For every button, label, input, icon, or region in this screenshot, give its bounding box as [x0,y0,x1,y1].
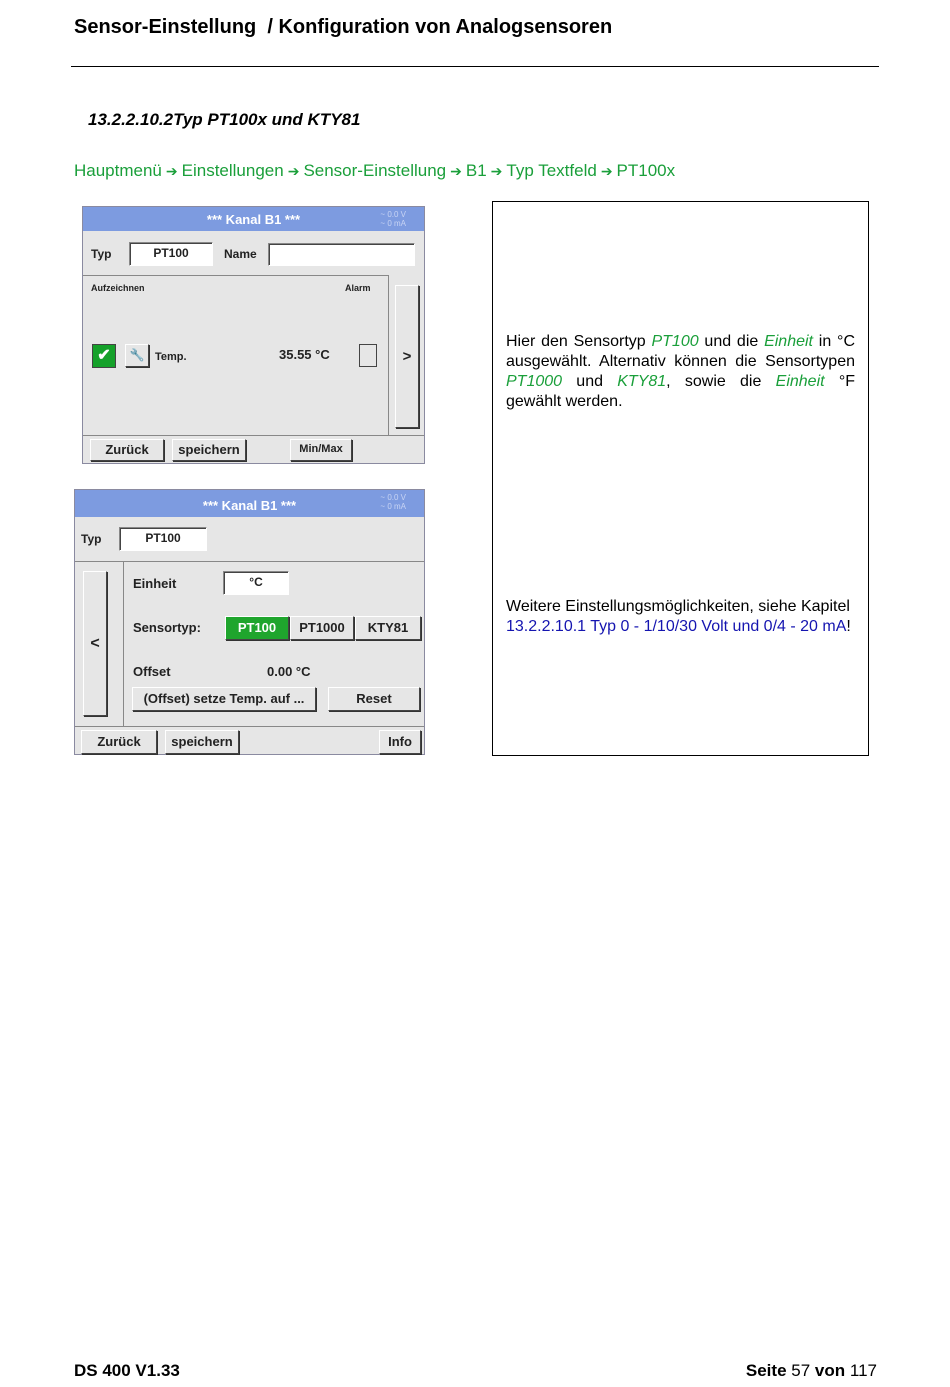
info-button[interactable]: Info [379,730,421,754]
offset-label: Offset [133,664,171,679]
arrow-right-icon: ➔ [490,163,503,179]
zurueck-button[interactable]: Zurück [90,439,164,461]
current-status: ~ 0 mA [380,219,406,228]
divider [75,561,424,562]
sensortyp-pt100-button[interactable]: PT100 [225,616,289,640]
page-total: 117 [849,1361,877,1380]
section-title: 13.2.2.10.2Typ PT100x und KTY81 [88,110,361,129]
arrow-right-icon: ➔ [450,163,462,179]
explanation-further-settings [506,597,855,637]
breadcrumb-item: Hauptmenü [74,161,162,180]
explanation-box [492,201,869,756]
text: und die [698,333,765,350]
divider [83,275,388,276]
sensortyp-kty81-button[interactable]: KTY81 [355,616,421,640]
reset-button[interactable]: Reset [328,687,420,711]
sensortyp-pt100-ref: PT100 [651,333,699,350]
sensortyp-pt1000-ref: PT1000 [506,373,563,390]
header-divider [71,66,879,67]
arrow-right-icon: ➔ [287,163,300,179]
alarm-label: Alarm [345,283,371,293]
of-label: von [814,1361,846,1380]
voltage-status: ~ 0.0 V [380,493,406,502]
divider [75,726,424,727]
offset-set-temp-button[interactable]: (Offset) setze Temp. auf ... [132,687,316,711]
wrench-icon[interactable]: 🔧 [125,344,149,367]
page-label: Seite [745,1361,787,1380]
zurueck-button[interactable]: Zurück [81,730,157,754]
einheit-ref: Einheit [764,333,813,350]
page-header-title: Sensor-Einstellung / Konfiguration von Analogsensoren [74,16,613,38]
typ-label: Typ [81,532,102,546]
arrow-right-icon: ➔ [165,163,178,179]
divider [388,275,389,435]
page-current: 57 [791,1361,811,1380]
einheit-field[interactable]: °C [223,571,289,595]
record-checkbox[interactable]: ✔ [92,344,116,368]
text: und [562,373,618,390]
footer-document-version: DS 400 V1.33 [74,1361,180,1380]
speichern-button[interactable]: speichern [172,439,246,461]
text: °F gewählt werden. [506,373,855,410]
breadcrumb-item: B1 [465,161,487,180]
einheit-ref: Einheit [775,373,825,390]
device-screen-channel-overview [82,206,425,464]
back-page-button[interactable]: < [83,571,107,716]
breadcrumb-item: Typ Textfeld [506,161,597,180]
name-label: Name [224,247,257,261]
text: ! [846,618,851,635]
device-screen-sensor-type [74,489,425,755]
einheit-label: Einheit [133,576,177,591]
offset-value: 0.00 °C [267,664,311,679]
screen-title: *** Kanal B1 *** [206,212,301,227]
text: Weitere Einstellungsmöglichkeiten, siehe Kapitel [506,598,850,615]
breadcrumb-item: PT100x [616,161,676,180]
arrow-right-icon: ➔ [600,163,613,179]
breadcrumb-item: Sensor-Einstellung [303,161,447,180]
chapter-link[interactable]: 13.2.2.10.1 Typ 0 - 1/10/30 Volt und 0/4 - 20 mA [506,618,847,635]
screen-title-bar [83,207,424,231]
divider [83,435,424,436]
aufzeichnen-label: Aufzeichnen [91,283,145,293]
text: Hier den Sensortyp [506,333,652,350]
footer-page-number [746,1361,877,1381]
sensortyp-pt1000-button[interactable]: PT1000 [290,616,354,640]
typ-field[interactable]: PT100 [129,242,213,266]
signal-status [380,210,406,228]
breadcrumb-item: Einstellungen [181,161,284,180]
minmax-button[interactable]: Min/Max [290,439,352,461]
text: , sowie die [666,373,776,390]
voltage-status: ~ 0.0 V [380,210,406,219]
text: in °C ausgewählt. Alternativ können die Sensortypen [506,333,856,370]
typ-label: Typ [91,247,112,261]
alarm-checkbox[interactable] [359,344,377,367]
screen-title-bar [75,490,424,517]
temp-value: 35.55 °C [279,347,330,362]
divider [123,561,124,726]
speichern-button[interactable]: speichern [165,730,239,754]
typ-field[interactable]: PT100 [119,527,207,551]
next-page-button[interactable]: > [395,285,419,428]
temp-label: Temp. [155,351,187,363]
sensortyp-kty81-ref: KTY81 [617,373,667,390]
name-field[interactable] [268,243,415,266]
explanation-sensortyp [506,332,855,412]
current-status: ~ 0 mA [380,502,406,511]
sensortyp-label: Sensortyp: [133,620,201,635]
screen-title: *** Kanal B1 *** [202,498,297,513]
breadcrumb [74,161,675,181]
signal-status [380,493,406,511]
